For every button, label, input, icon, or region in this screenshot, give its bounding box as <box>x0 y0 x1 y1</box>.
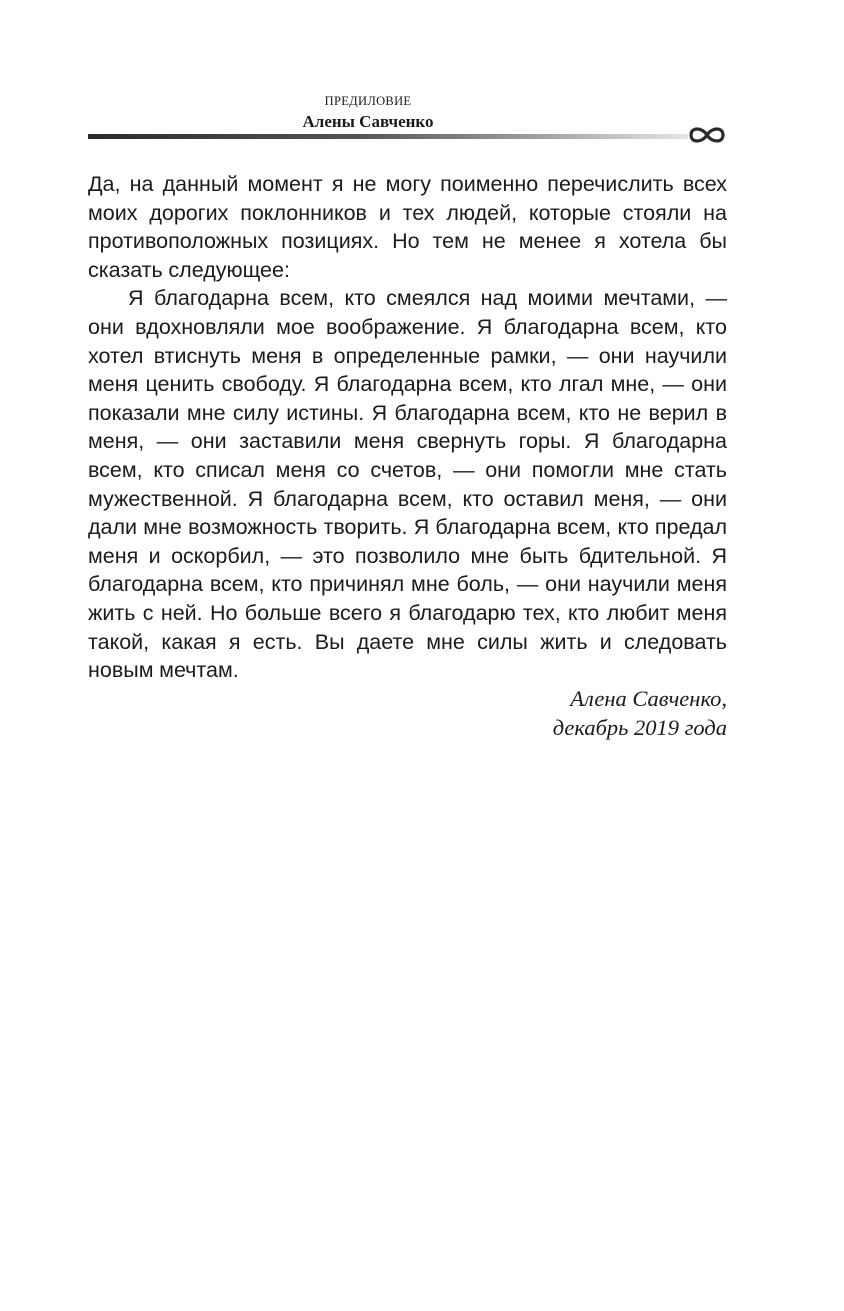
header-title: Алены Савченко <box>302 112 434 131</box>
header-kicker: ПРЕДИЛОВИЕ <box>324 94 412 108</box>
paragraph-gratitude: Я благодарна всем, кто смеялся над моими мечтами, — они вдохновляли мое воображение. Я благодарна всем, кто хотел втиснуть меня в определенные рамки, — они научили меня ценить свободу. Я благодарна всем, кто лгал мне, — они показали мне силу истины. Я благодарна всем, кто не верил в меня, — они заставили меня свернуть горы. Я благодарна всем, кто списал меня со счетов, — они помогли мне стать мужественной. Я благодарна всем, кто оставил меня, — они дали мне возможность творить. Я благодарна всем, кто предал меня и оскорбил, — это позволило мне быть бдительной. Я благодарна всем, кто причинял мне боль, — они научили меня жить с ней. Но больше всего я благодарю тех, кто любит меня такой, какая я есть. Вы даете мне силы жить и следовать новым мечтам. <box>88 286 727 683</box>
infinity-icon <box>687 123 727 147</box>
foreword-body <box>88 170 727 685</box>
signature-date: декабрь 2019 года <box>552 715 727 740</box>
paragraph-intro: Да, на данный момент я не могу поименно перечислить всех моих дорогих поклонников и тех людей, которые стояли на противоположных позициях. Но тем не менее я хотела бы сказать следующее: <box>88 172 727 282</box>
signature <box>388 684 727 742</box>
running-header <box>88 93 728 149</box>
signature-name: Алена Савченко, <box>570 686 727 711</box>
header-rule <box>88 134 688 139</box>
